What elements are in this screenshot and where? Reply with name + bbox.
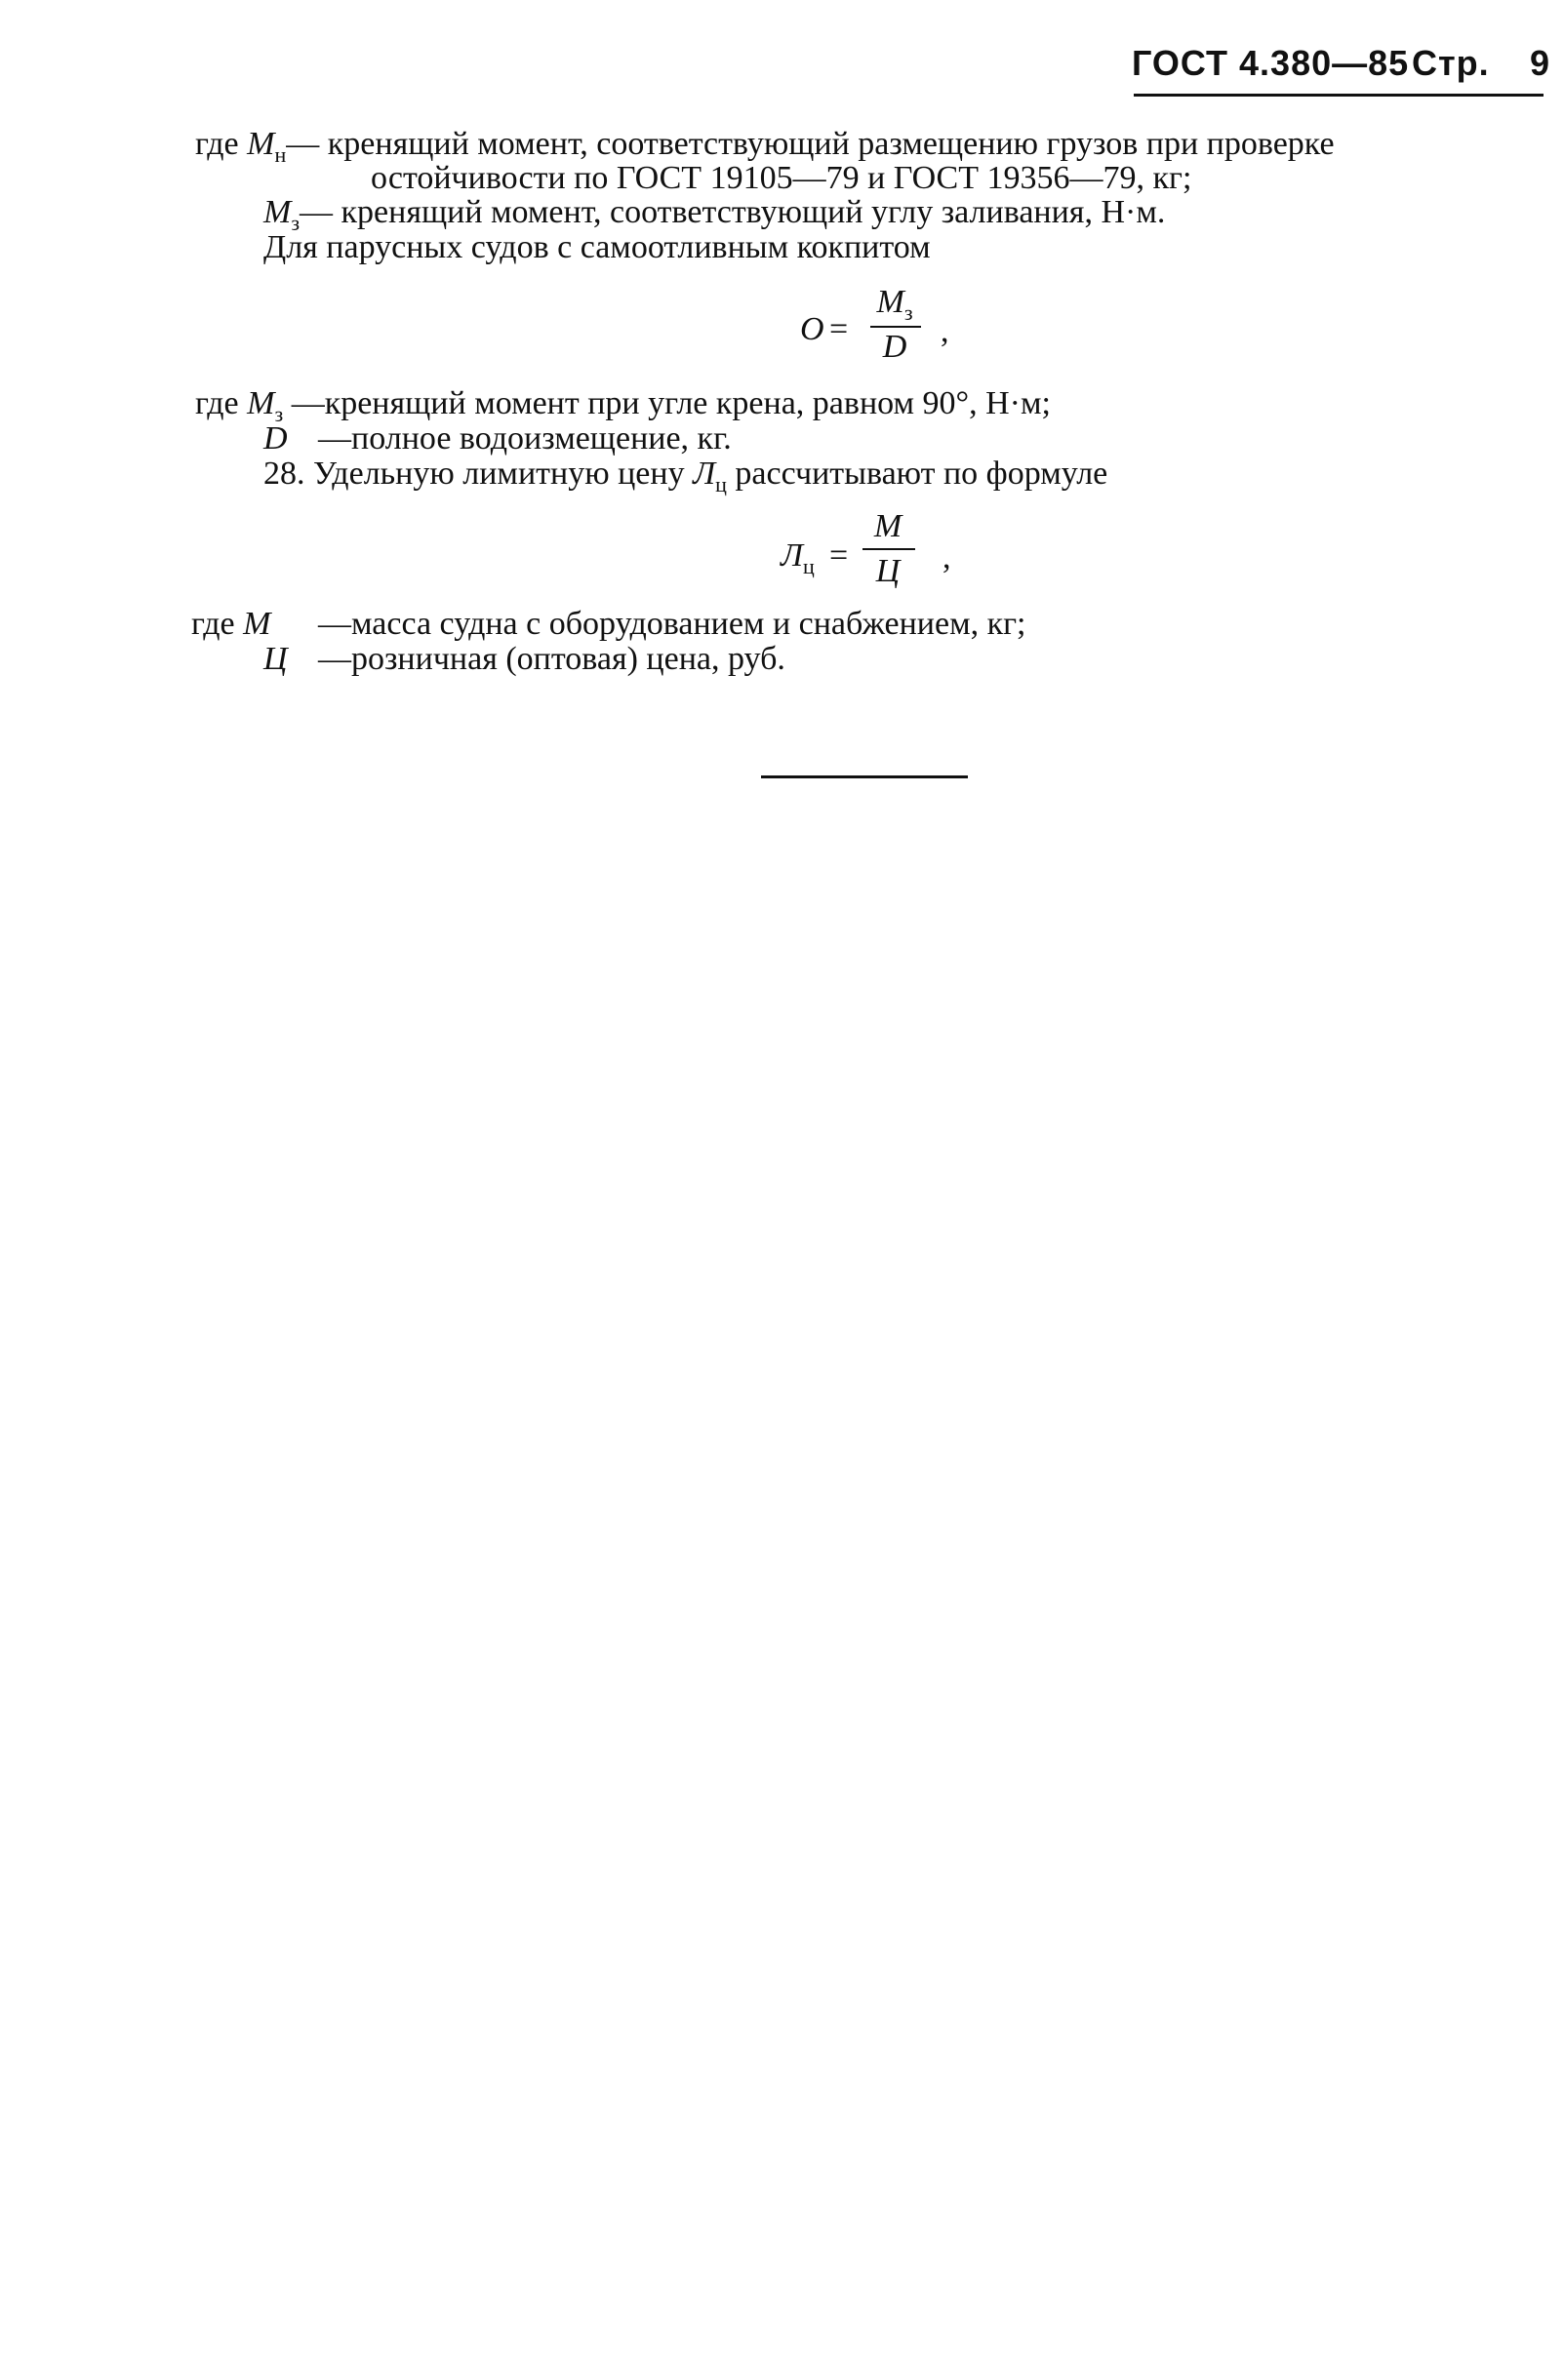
definition-line: [263, 419, 288, 458]
page-header: [1132, 43, 1551, 98]
definition-text: масса судна с оборудованием и снабжением, кг;: [351, 606, 1026, 642]
definition-text-block: [318, 605, 1026, 644]
definition-text-block: [318, 640, 785, 679]
comma: ,: [941, 313, 949, 349]
fraction-denominator: Ц: [875, 553, 901, 589]
definition-text: остойчивости по ГОСТ 19105—79 и ГОСТ 19356—79, кг;: [371, 160, 1192, 196]
subscript: з: [274, 402, 284, 426]
where-word: где: [195, 385, 239, 421]
definition-text-block: [318, 419, 732, 458]
symbol: М: [263, 194, 292, 230]
definition-text: кренящий момент, соответствующий углу заливания, Н·м.: [341, 194, 1166, 230]
equals-sign: =: [829, 537, 849, 574]
standard-number: ГОСТ 4.380—85: [1132, 43, 1410, 83]
subscript: н: [274, 142, 287, 167]
paragraph-line: [263, 455, 1107, 496]
definition-line: [191, 605, 270, 644]
end-of-text-rule: [761, 775, 968, 778]
symbol: Ц: [263, 641, 288, 677]
clause-number: 28.: [263, 456, 305, 492]
definition-text: полное водоизмещение, кг.: [351, 420, 732, 456]
symbol: Л: [693, 456, 716, 492]
fraction-denominator: D: [882, 329, 907, 365]
formula-lhs: О: [800, 311, 824, 347]
symbol: М: [243, 606, 271, 642]
formula-lhs: $Л_ц$: [781, 537, 815, 578]
symbol: М: [247, 385, 275, 421]
symbol: D: [263, 420, 288, 456]
subscript: з: [291, 211, 301, 235]
comma: ,: [942, 539, 951, 575]
dash: —: [318, 641, 351, 677]
paragraph-text: Удельную лимитную цену: [313, 456, 685, 492]
dash: —: [291, 385, 325, 421]
fraction-bar: [862, 548, 915, 550]
symbol: М: [247, 126, 275, 162]
where-word: где: [191, 606, 235, 642]
definition-text: кренящий момент, соответствующий размещению грузов при проверке: [327, 126, 1335, 162]
header-rule: [1134, 94, 1544, 97]
dash: —: [318, 606, 351, 642]
definition-text: розничная (оптовая) цена, руб.: [351, 641, 785, 677]
paragraph-text: Для парусных судов с самоотливным кокпитом: [263, 229, 931, 265]
equals-sign: =: [829, 311, 849, 347]
definition-text: кренящий момент при угле крена, равном 90°, Н·м;: [324, 385, 1051, 421]
fraction-numerator: $М_з$: [876, 284, 913, 325]
paragraph-text: рассчитывают по формуле: [735, 456, 1108, 492]
dash: —: [286, 126, 320, 162]
dash: —: [318, 420, 351, 456]
formula-stability: [781, 283, 976, 371]
paragraph-line: [263, 228, 931, 267]
page-number: 9: [1530, 43, 1551, 83]
where-word: где: [195, 126, 239, 162]
fraction-numerator: М: [873, 508, 902, 544]
page-label: Стр.: [1412, 43, 1490, 83]
dash: —: [300, 194, 334, 230]
formula-limit-price: [771, 505, 985, 593]
definition-continuation: [371, 159, 1191, 198]
subscript: ц: [715, 472, 727, 496]
definition-line: [263, 640, 288, 679]
